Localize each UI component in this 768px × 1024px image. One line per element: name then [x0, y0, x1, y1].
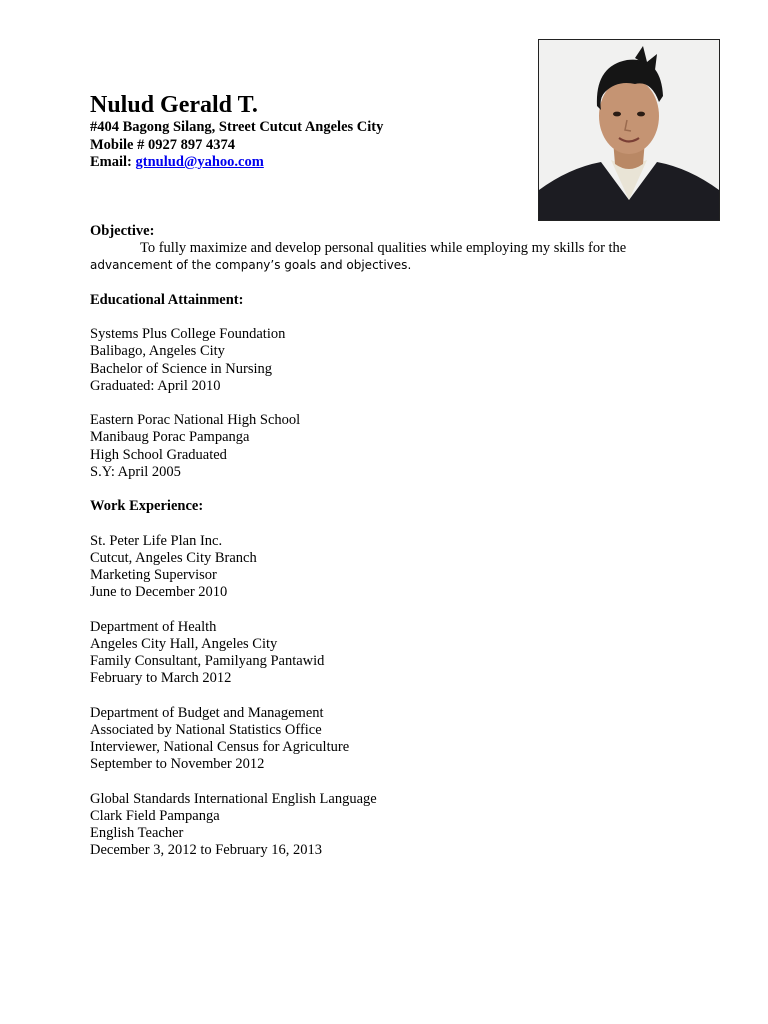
work-location: Associated by National Statistics Office — [90, 721, 322, 738]
profile-photo-illustration — [539, 40, 719, 220]
work-role: Family Consultant, Pamilyang Pantawid — [90, 652, 325, 669]
education-date: Graduated: April 2010 — [90, 377, 221, 394]
work-entry — [90, 791, 690, 860]
objective-text-line2: advancement of the company’s goals and objectives. — [90, 258, 412, 273]
education-detail: High School Graduated — [90, 446, 227, 463]
education-detail: Bachelor of Science in Nursing — [90, 360, 273, 377]
work-role: English Teacher — [90, 824, 184, 841]
work-org: Department of Budget and Management — [90, 704, 324, 721]
education-entry — [90, 326, 690, 395]
work-entry — [90, 533, 690, 602]
work-role: Interviewer, National Census for Agriculture — [90, 738, 350, 755]
work-location: Cutcut, Angeles City Branch — [90, 549, 257, 566]
work-dates: September to November 2012 — [90, 756, 265, 773]
objective-heading: Objective: — [90, 223, 155, 239]
work-entry — [90, 619, 690, 688]
education-school: Eastern Porac National High School — [90, 412, 301, 429]
education-location: Balibago, Angeles City — [90, 343, 225, 360]
education-school: Systems Plus College Foundation — [90, 326, 286, 343]
profile-photo — [538, 39, 720, 221]
resume-body — [90, 223, 690, 859]
email-link[interactable]: gtnulud@yahoo.com — [135, 154, 264, 170]
work-org: Global Standards International English Language — [90, 790, 377, 807]
work-entry — [90, 705, 690, 774]
address-line: #404 Bagong Silang, Street Cutcut Angeles City — [90, 119, 384, 135]
work-location: Angeles City Hall, Angeles City — [90, 635, 278, 652]
objective-text-line1: To fully maximize and develop personal qualities while employing my skills for the — [140, 240, 627, 257]
education-entry — [90, 412, 690, 481]
work-org: Department of Health — [90, 618, 217, 635]
email-line — [90, 154, 383, 172]
education-location: Manibaug Porac Pampanga — [90, 429, 250, 446]
applicant-name: Nulud Gerald T. — [90, 92, 258, 118]
work-role: Marketing Supervisor — [90, 566, 217, 583]
education-date: S.Y: April 2005 — [90, 463, 181, 480]
email-label: Email: — [90, 154, 132, 170]
mobile-line: Mobile # 0927 897 4374 — [90, 136, 235, 153]
work-dates: June to December 2010 — [90, 584, 228, 601]
work-dates: February to March 2012 — [90, 670, 232, 687]
work-heading: Work Experience: — [90, 498, 204, 515]
work-location: Clark Field Pampanga — [90, 807, 220, 824]
contact-block — [90, 119, 383, 172]
work-dates: December 3, 2012 to February 16, 2013 — [90, 842, 322, 859]
education-heading: Educational Attainment: — [90, 291, 244, 308]
work-org: St. Peter Life Plan Inc. — [90, 532, 223, 549]
